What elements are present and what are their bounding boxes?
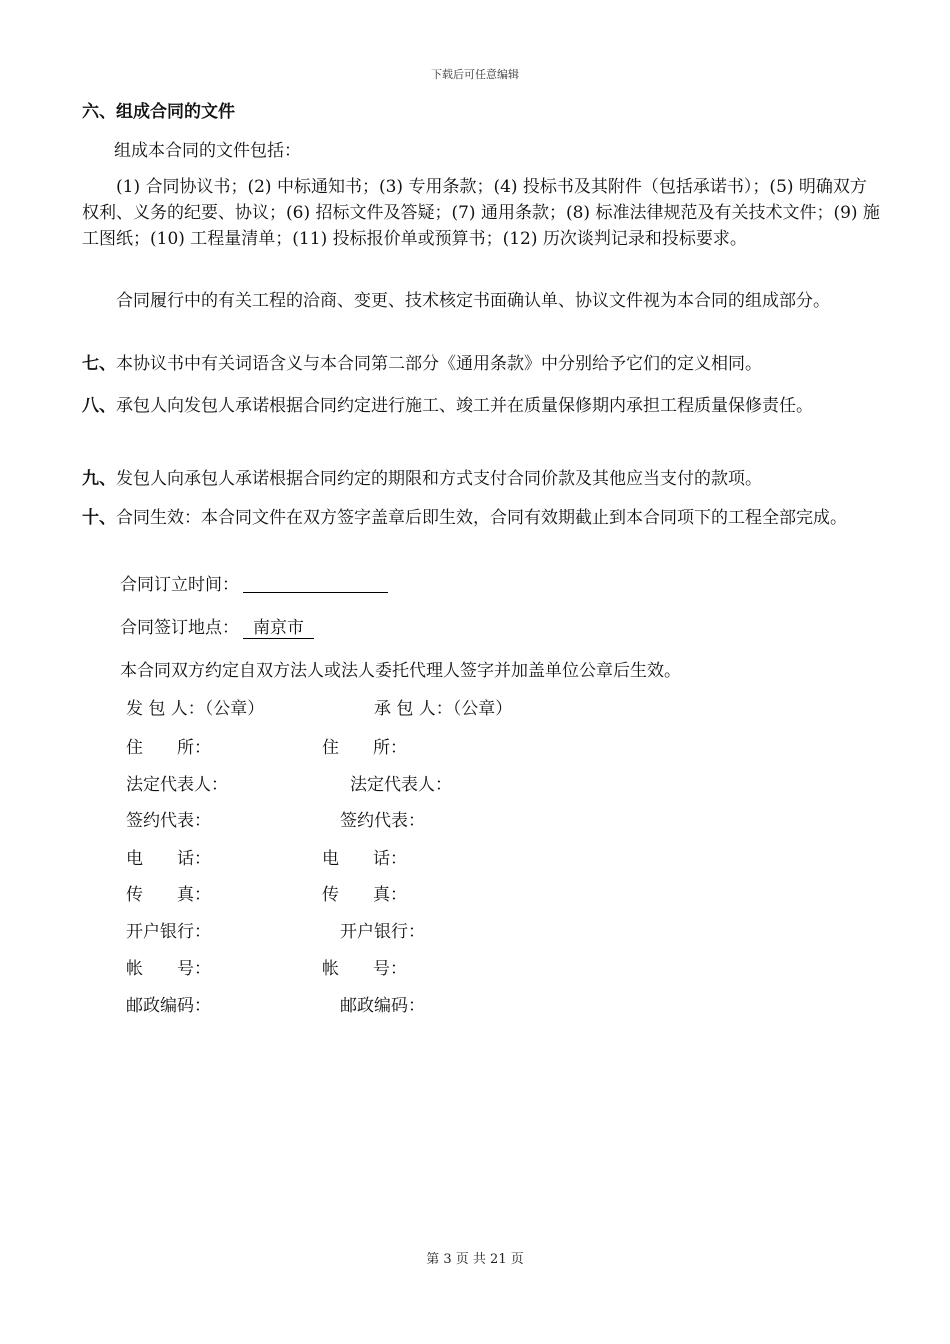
party-a-title: 发 包 人：（公章）	[126, 699, 265, 719]
contract-time-label: 合同订立时间：	[120, 575, 239, 595]
party-b-address: 住 所：	[322, 738, 407, 758]
party-b-account: 帐 号：	[322, 959, 407, 979]
contract-time-field[interactable]	[243, 574, 388, 593]
party-b-signatory: 签约代表：	[340, 811, 425, 831]
clause-text: 承包人向发包人承诺根据合同约定进行施工、竣工并在质量保修期内承担工程质量保修责任。	[116, 396, 813, 416]
contract-place-value: 南京市	[243, 618, 314, 639]
party-a-signatory: 签约代表：	[126, 811, 211, 831]
document-list: (1) 合同协议书；(2) 中标通知书；(3) 专用条款；(4) 投标书及其附件（包括承诺书）；(5) 明确双方权利、义务的纪要、协议；(6) 招标文件及答疑；(7) 通用条款；(8) 标准法律规范及有关技术文件；(9) 施工图纸；(10) 工程量清单；(11) 投标报价单或预算书；(12) 历次谈判记录和投标要求。	[82, 177, 880, 249]
clause-text: 发包人向承包人承诺根据合同约定的期限和方式支付合同价款及其他应当支付的款项。	[116, 469, 762, 489]
contract-place-row	[120, 613, 314, 639]
page-footer: 第 3 页 共 21 页	[426, 1252, 524, 1267]
party-a-fax: 传 真：	[126, 885, 211, 905]
page-header: 下载后可任意编辑	[431, 68, 519, 81]
clause-number: 八、	[82, 396, 116, 416]
party-b-legal-rep: 法定代表人：	[350, 775, 452, 795]
party-b-title: 承 包 人：（公章）	[374, 699, 513, 719]
clause-text: 本协议书中有关词语含义与本合同第二部分《通用条款》中分别给予它们的定义相同。	[116, 354, 762, 374]
clause-text: 合同生效：本合同文件在双方签字盖章后即生效，合同有效期截止到本合同项下的工程全部完成。	[116, 508, 847, 528]
section-6-note: 合同履行中的有关工程的洽商、变更、技术核定书面确认单、协议文件视为本合同的组成部分。	[116, 291, 830, 311]
party-b-phone: 电 话：	[322, 849, 407, 869]
party-a-legal-rep: 法定代表人：	[126, 775, 228, 795]
clause-number: 十、	[82, 508, 116, 528]
clause-number: 七、	[82, 354, 116, 374]
clause-9	[82, 465, 872, 494]
contract-place-label: 合同签订地点：	[120, 618, 239, 638]
party-a-address: 住 所：	[126, 738, 211, 758]
clause-8	[82, 392, 872, 421]
clause-number: 九、	[82, 469, 116, 489]
section-6-intro: 组成本合同的文件包括：	[114, 141, 301, 161]
clause-7	[82, 350, 872, 379]
party-b-fax: 传 真：	[322, 885, 407, 905]
contract-time-row	[120, 570, 388, 595]
clause-10	[82, 506, 872, 531]
party-a-postcode: 邮政编码：	[126, 996, 211, 1016]
section-6-title: 六、组成合同的文件	[82, 102, 235, 122]
effect-statement: 本合同双方约定自双方法人或法人委托代理人签字并加盖单位公章后生效。	[120, 661, 681, 681]
party-a-bank: 开户银行：	[126, 922, 211, 942]
party-a-account: 帐 号：	[126, 959, 211, 979]
party-b-bank: 开户银行：	[340, 922, 425, 942]
party-b-postcode: 邮政编码：	[340, 996, 425, 1016]
party-a-phone: 电 话：	[126, 849, 211, 869]
